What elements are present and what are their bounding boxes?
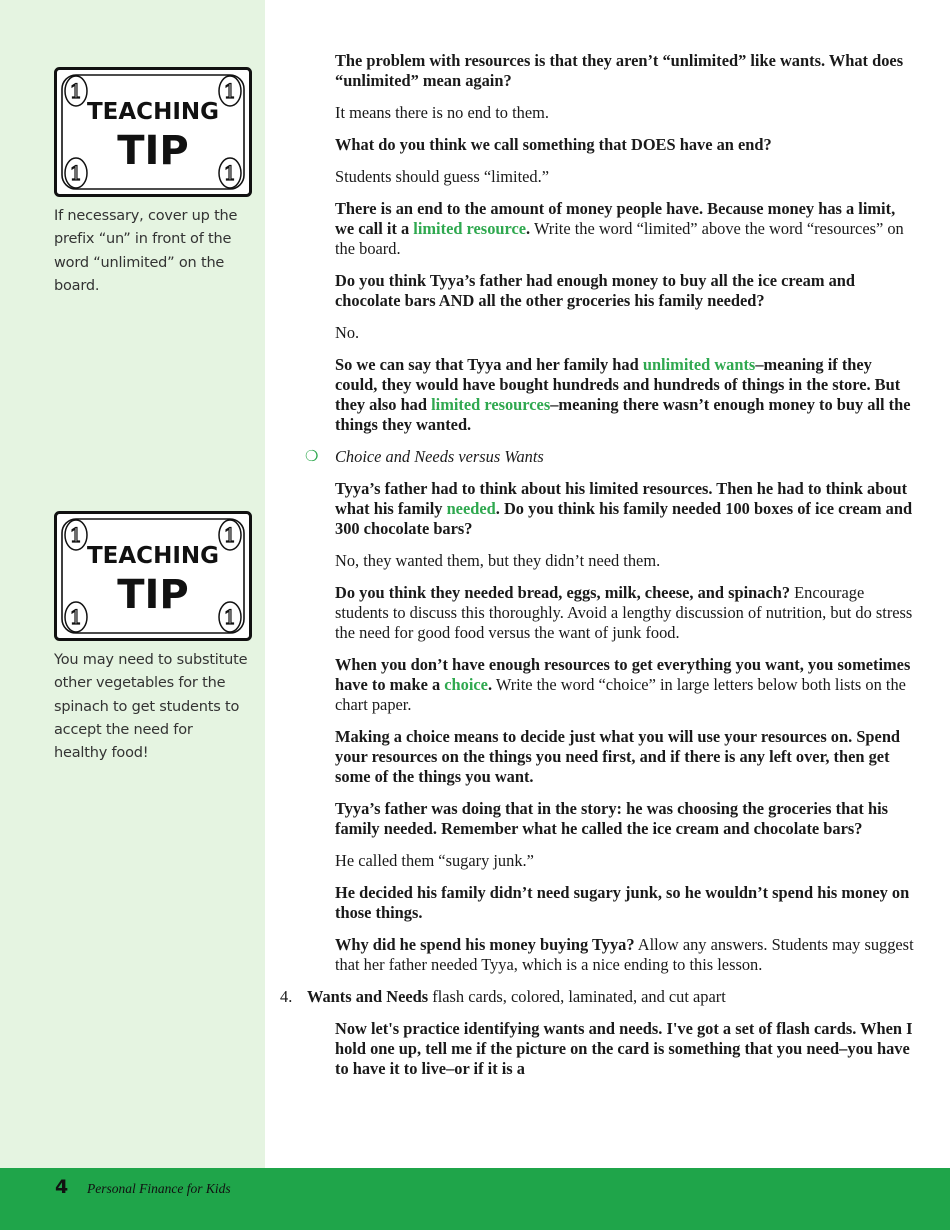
corner-numeral-icon <box>219 76 241 106</box>
corner-numeral-icon <box>219 158 241 188</box>
paragraph-flash-cards: Now let's practice identifying wants and needs. I've got a set of flash cards. When I hold one up, tell me if the picture on the card is something that you need–you have to have it to live–or if it is a <box>335 1019 913 1078</box>
sidebar <box>0 0 265 1168</box>
bold-text: Tyya’s father had to think about his limited resources. Then he had to think about what his family <box>335 479 908 518</box>
paragraph-limited-resource <box>335 199 918 259</box>
paragraph-making-choice: Making a choice means to decide just what you will use your resources on. Spend your resources on the things you need first, and if there is any left over, then get some of the things you want. <box>335 727 901 786</box>
vocab-term: limited resource <box>413 219 527 238</box>
section-heading <box>305 447 918 467</box>
corner-numeral-icon <box>219 602 241 632</box>
page-footer <box>0 1168 950 1230</box>
paragraph-sugary-junk: He decided his family didn’t need sugary junk, so he wouldn’t spend his money on those things. <box>335 883 910 922</box>
section-heading-text: Choice and Needs versus Wants <box>335 447 544 466</box>
question-text: Do you think Tyya’s father had enough money to buy all the ice cream and chocolate bars AND all the other groceries his family needed? <box>335 271 855 310</box>
teaching-tip-badge <box>54 511 252 641</box>
answer-text: No, they wanted them, but they didn’t need them. <box>335 551 661 570</box>
bold-text: There is an end to the amount of money people have. Because money has a limit, we call it a <box>335 199 896 238</box>
circle-bullet-icon: ❍ <box>305 449 319 465</box>
bold-text: Why did he spend his money buying Tyya? <box>335 935 635 954</box>
answer-text: He called them “sugary junk.” <box>335 851 534 870</box>
badge-subtitle: TIP <box>117 572 189 618</box>
item-number: 4. <box>280 987 293 1006</box>
answer-text: It means there is no end to them. <box>335 103 549 122</box>
corner-numeral-icon <box>65 520 87 550</box>
question-text: Tyya’s father was doing that in the story: he was choosing the groceries that his family needed. Remember what he called the ice cream and chocolate bars? <box>335 799 889 838</box>
teaching-tip-1 <box>54 67 252 298</box>
paragraph-needed <box>335 479 918 539</box>
corner-numeral-icon <box>65 602 87 632</box>
bold-text: . Do you think his family needed 100 boxes of ice cream and 300 chocolate bars? <box>335 499 913 538</box>
paragraph-why-tyya <box>335 935 918 975</box>
bold-text: . <box>526 219 531 238</box>
vocab-term: limited resources <box>431 395 551 414</box>
corner-numeral-icon <box>219 520 241 550</box>
svg-text:1: 1 <box>223 523 237 547</box>
svg-text:1: 1 <box>69 161 83 185</box>
tip-text: You may need to substitute other vegetables for the spinach to get students to accept the need for healthy food! <box>54 652 248 762</box>
svg-text:1: 1 <box>223 161 237 185</box>
paragraph-unlimited-wants <box>335 355 918 435</box>
svg-text:1: 1 <box>69 605 83 629</box>
book-title: Personal Finance for Kids <box>87 1181 231 1196</box>
bold-text: When you don’t have enough resources to get everything you want, you sometimes have to make a <box>335 655 911 694</box>
corner-numeral-icon <box>65 76 87 106</box>
bold-text: –meaning there wasn’t enough money to buy all the things they wanted. <box>335 395 911 434</box>
lesson-body <box>278 51 918 1091</box>
vocab-term: choice <box>444 675 488 694</box>
answer-text: Students should guess “limited.” <box>335 167 549 186</box>
badge-title: TEACHING <box>86 99 220 125</box>
answer-text: No. <box>335 323 360 342</box>
teaching-tip-2 <box>54 511 252 765</box>
teaching-tip-badge <box>54 67 252 197</box>
instruction-text: Write the word “limited” above the word “resources” on the board. <box>335 219 904 258</box>
bold-text: Do you think they needed bread, eggs, milk, cheese, and spinach? <box>335 583 791 602</box>
page-number: 4 <box>55 1176 69 1198</box>
svg-text:1: 1 <box>69 79 83 103</box>
instruction-text: Encourage students to discuss this thoroughly. Avoid a lengthy discussion of nutrition, but do stress the need for good food versus the want of junk food. <box>335 583 913 642</box>
svg-text:1: 1 <box>223 605 237 629</box>
bold-text: . <box>487 675 493 694</box>
tip-text: If necessary, cover up the prefix “un” in front of the word “unlimited” on the board. <box>54 208 238 294</box>
paragraph-choice <box>335 655 918 715</box>
bold-text: –meaning if they could, they would have bought hundreds and hundreds of things in the store. But they also had <box>335 355 901 414</box>
item-title: Wants and Needs <box>307 987 429 1006</box>
vocab-term: unlimited wants <box>642 355 756 374</box>
paragraph-needs-discussion <box>335 583 918 643</box>
svg-text:1: 1 <box>223 79 237 103</box>
question-text: The problem with resources is that they aren’t “unlimited” like wants. What does “unlimited” mean again? <box>335 51 904 90</box>
svg-text:1: 1 <box>69 523 83 547</box>
badge-title: TEACHING <box>86 543 220 569</box>
vocab-term: needed <box>446 499 496 518</box>
item-description: flash cards, colored, laminated, and cut apart <box>428 987 726 1006</box>
instruction-text: Allow any answers. Students may suggest that her father needed Tyya, which is a nice ending to this lesson. <box>335 935 914 974</box>
question-text: What do you think we call something that DOES have an end? <box>335 135 772 154</box>
badge-subtitle: TIP <box>117 128 189 174</box>
numbered-item <box>280 987 918 1007</box>
instruction-text: Write the word “choice” in large letters below both lists on the chart paper. <box>335 675 906 714</box>
bold-text: So we can say that Tyya and her family had <box>335 355 643 374</box>
corner-numeral-icon <box>65 158 87 188</box>
